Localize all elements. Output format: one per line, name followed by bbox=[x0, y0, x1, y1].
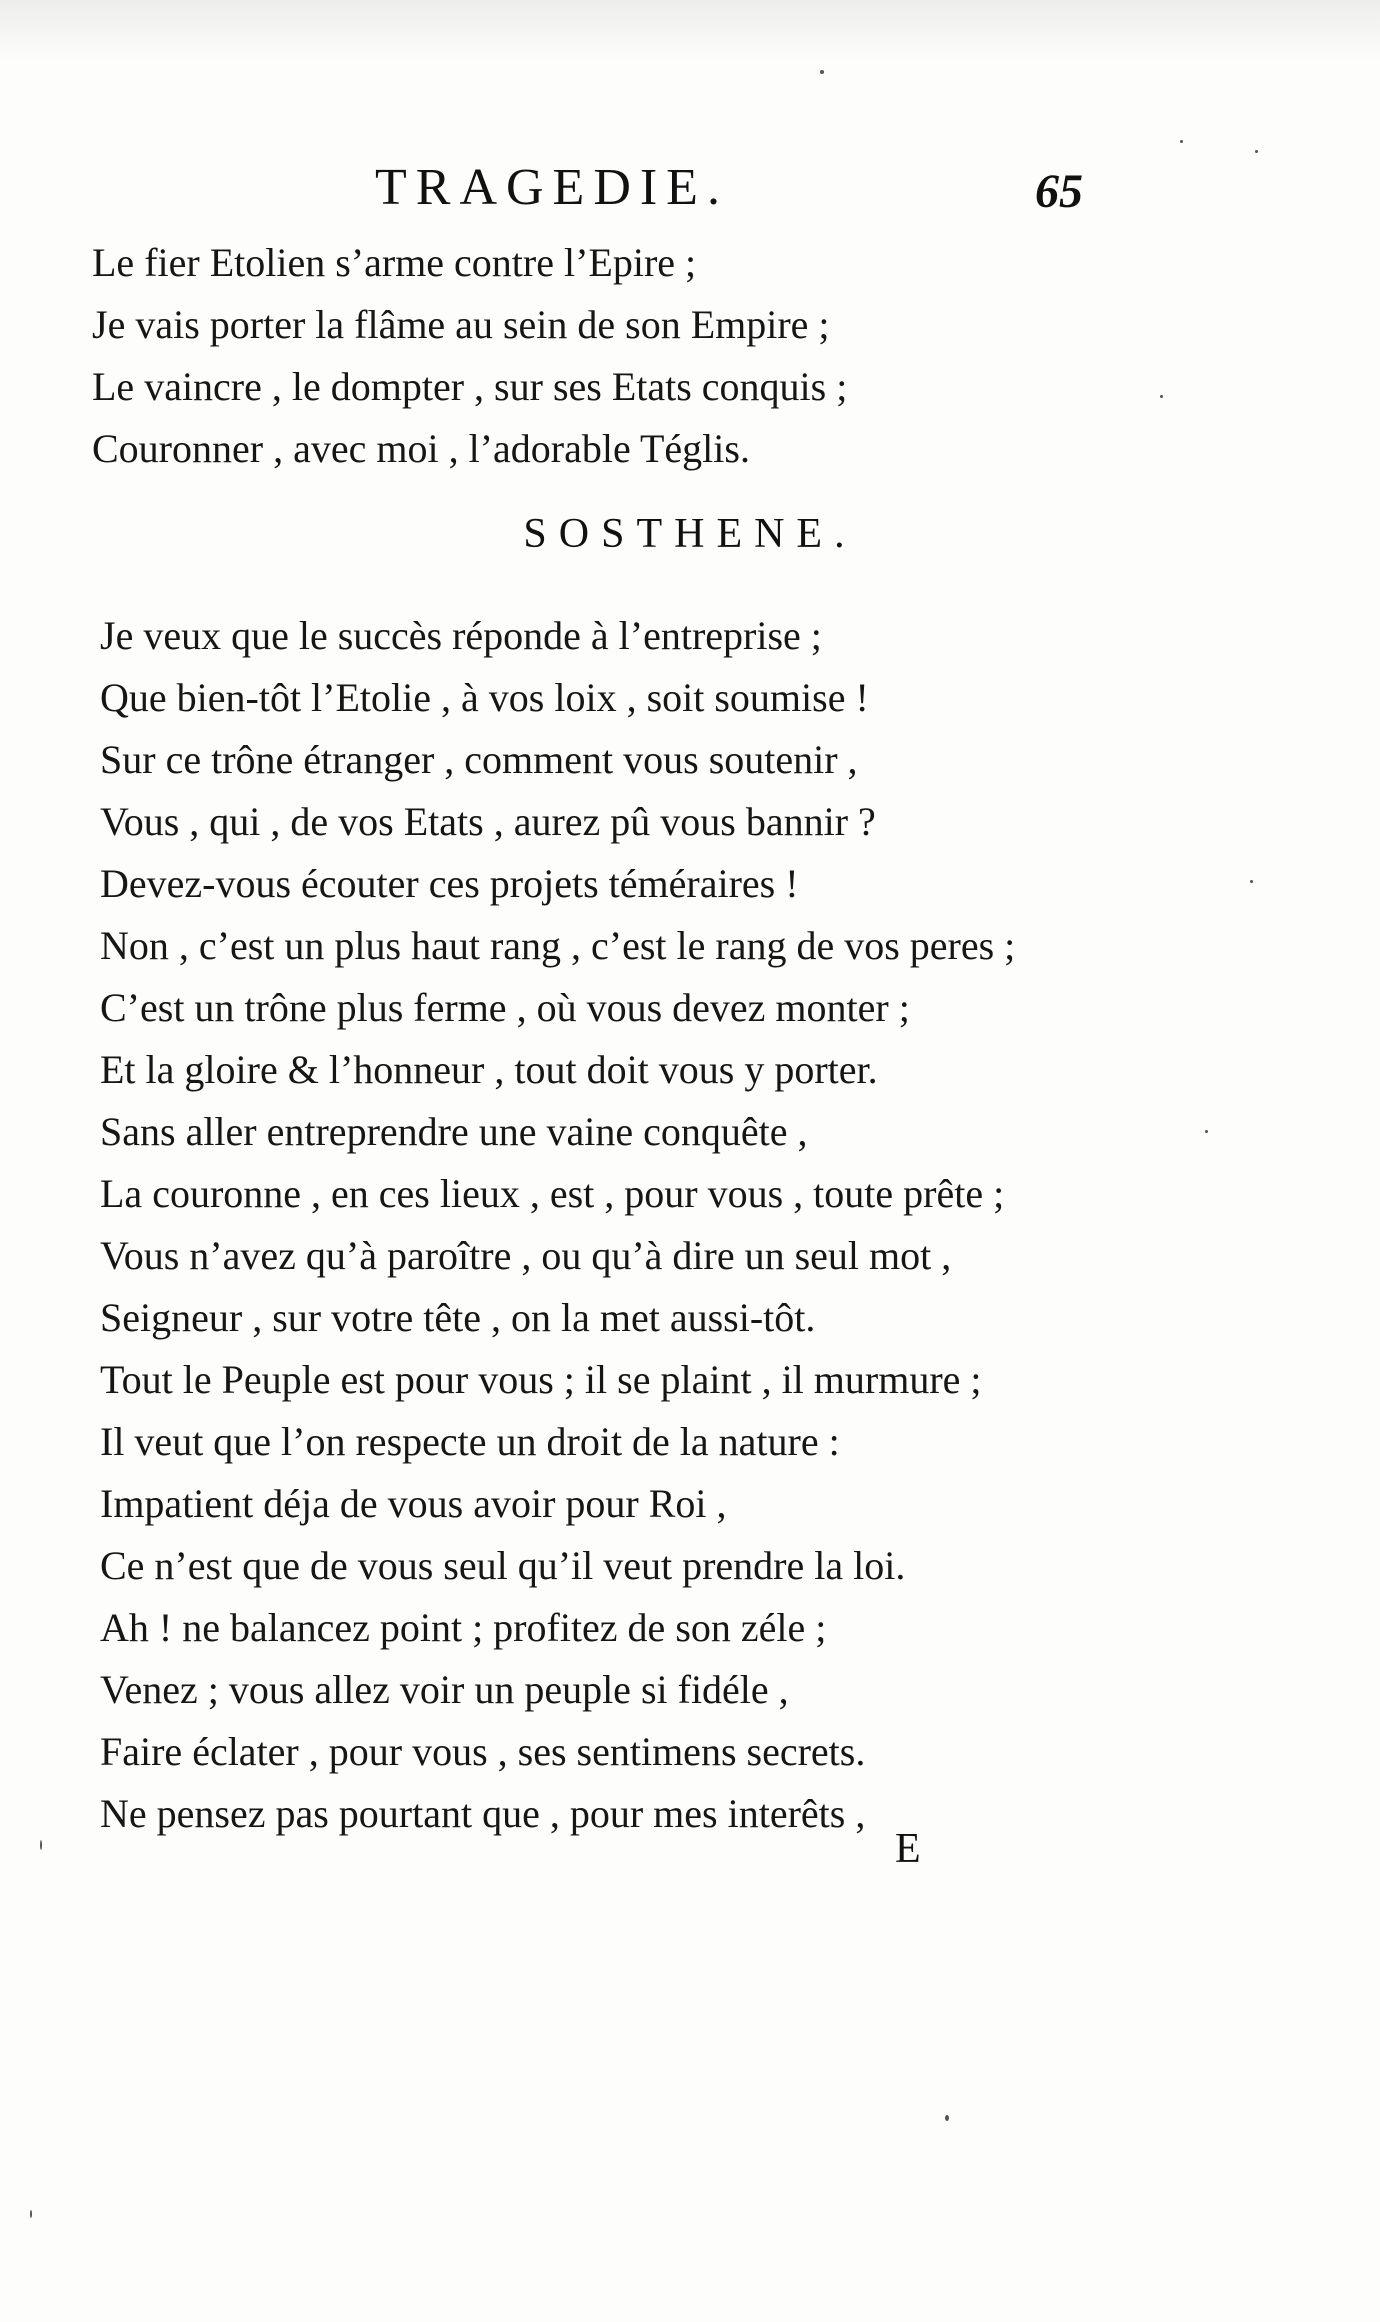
verse-line: Le fier Etolien s’arme contre l’Epire ; bbox=[92, 240, 697, 285]
verse-line: Ce n’est que de vous seul qu’il veut prendre la loi. bbox=[100, 1543, 906, 1588]
scan-speck bbox=[1160, 395, 1163, 398]
verse-line: Impatient déja de vous avoir pour Roi , bbox=[100, 1481, 727, 1526]
verse-line: Je vais porter la flâme au sein de son Empire ; bbox=[92, 302, 830, 347]
verse-block-before bbox=[92, 232, 1172, 480]
page-number: 65 bbox=[1035, 165, 1083, 218]
scan-speck bbox=[945, 2115, 949, 2121]
verse-line: Non , c’est un plus haut rang , c’est le rang de vos peres ; bbox=[100, 923, 1016, 968]
verse-line: Je veux que le succès réponde à l’entreprise ; bbox=[100, 613, 822, 658]
verse-line: Ne pensez pas pourtant que , pour mes interêts , bbox=[100, 1791, 866, 1836]
verse-line: Vous n’avez qu’à paroître , ou qu’à dire un seul mot , bbox=[100, 1233, 952, 1278]
scan-speck bbox=[820, 70, 824, 74]
verse-line: Sur ce trône étranger , comment vous soutenir , bbox=[100, 737, 858, 782]
running-title: TRAGEDIE. bbox=[375, 159, 729, 216]
verse-line: Que bien-tôt l’Etolie , à vos loix , soit soumise ! bbox=[100, 675, 869, 720]
scan-speck bbox=[1205, 1130, 1208, 1133]
verse-line: Tout le Peuple est pour vous ; il se plaint , il murmure ; bbox=[100, 1357, 982, 1402]
scan-speck bbox=[1250, 880, 1253, 883]
catchword: E bbox=[895, 1826, 921, 1872]
verse-line: Devez-vous écouter ces projets téméraires ! bbox=[100, 861, 799, 906]
verse-line: La couronne , en ces lieux , est , pour vous , toute prête ; bbox=[100, 1171, 1005, 1216]
verse-block-after bbox=[100, 605, 1180, 1845]
page-header bbox=[0, 158, 1380, 228]
verse-line: Seigneur , sur votre tête , on la met aussi-tôt. bbox=[100, 1295, 816, 1340]
verse-line: C’est un trône plus ferme , où vous devez monter ; bbox=[100, 985, 910, 1030]
scan-speck bbox=[40, 1840, 42, 1850]
verse-line: Il veut que l’on respecte un droit de la nature : bbox=[100, 1419, 840, 1464]
verse-line: Ah ! ne balancez point ; profitez de son zéle ; bbox=[100, 1605, 827, 1650]
verse-line: Vous , qui , de vos Etats , aurez pû vous bannir ? bbox=[100, 799, 876, 844]
verse-line: Le vaincre , le dompter , sur ses Etats conquis ; bbox=[92, 364, 848, 409]
verse-line: Faire éclater , pour vous , ses sentimens secrets. bbox=[100, 1729, 866, 1774]
verse-line: Venez ; vous allez voir un peuple si fidéle , bbox=[100, 1667, 789, 1712]
verse-line: Couronner , avec moi , l’adorable Téglis. bbox=[92, 426, 750, 471]
verse-line: Sans aller entreprendre une vaine conquête , bbox=[100, 1109, 808, 1154]
speaker-name: SOSTHENE. bbox=[523, 511, 857, 557]
scan-speck bbox=[1255, 150, 1258, 153]
page-edge-shadow bbox=[0, 0, 1380, 60]
scan-speck bbox=[30, 2210, 32, 2218]
scan-speck bbox=[1180, 140, 1183, 143]
verse-line: Et la gloire & l’honneur , tout doit vous y porter. bbox=[100, 1047, 878, 1092]
